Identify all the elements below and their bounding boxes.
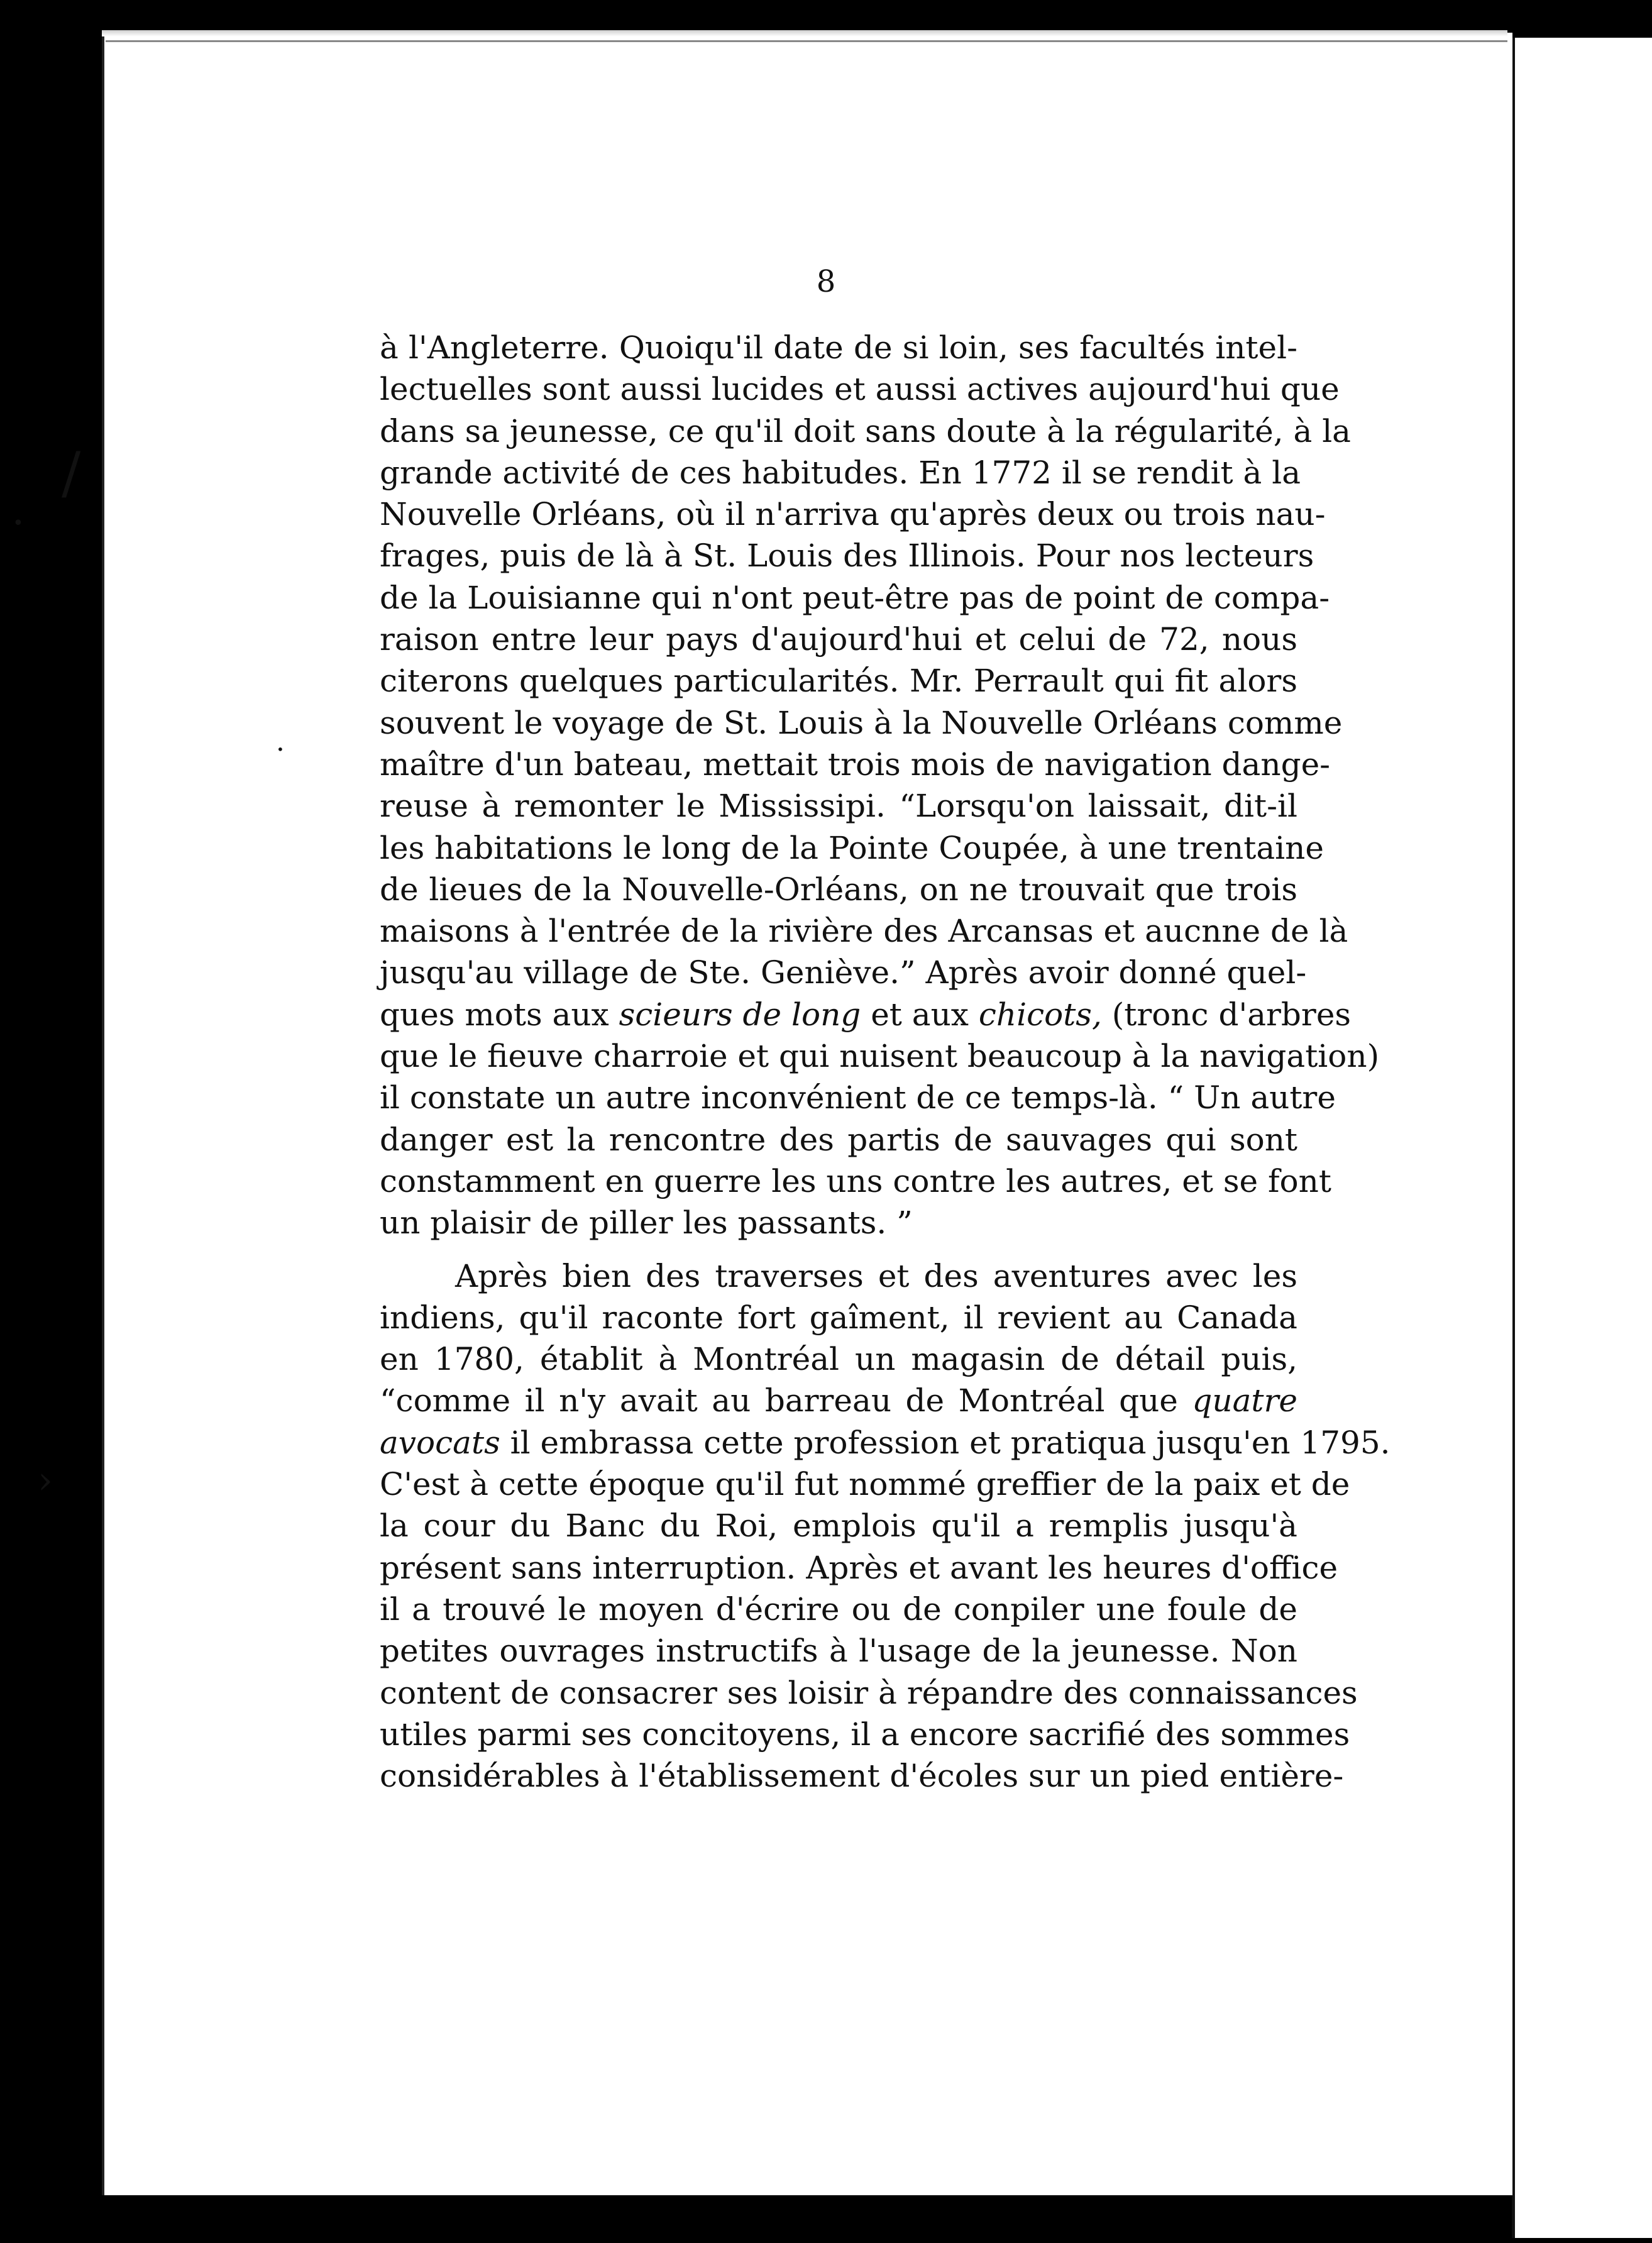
body-text — [380, 327, 1390, 1797]
text-line: les habitations le long de la Pointe Coupée, à une trentaine — [380, 829, 1324, 866]
text-line: maître d'un bateau, mettait trois mois de navigation dange- — [380, 746, 1331, 783]
text-line: jusqu'au village de Ste. Geniève.” Après avoir donné quel- — [380, 954, 1307, 991]
text-line — [380, 1422, 1390, 1463]
page-top-edge — [102, 30, 1507, 36]
text-line: à l'Angleterre. Quoiqu'il date de si loin, ses facultés intel- — [380, 329, 1297, 366]
text-run: et aux — [861, 996, 979, 1033]
text-line: petites ouvrages instructifs à l'usage de la jeunesse. Non — [380, 1633, 1297, 1670]
italic-term: quatre — [1192, 1382, 1297, 1419]
text-line: la cour du Banc du Roi, emplois qu'il a remplis jusqu'à — [380, 1507, 1297, 1545]
text-line: dans sa jeunesse, ce qu'il doit sans doute à la régularité, à la — [380, 412, 1351, 449]
text-run: “comme il n'y avait au barreau de Montréal que — [380, 1382, 1192, 1419]
margin-scan-mark: / — [62, 440, 81, 506]
italic-term: chicots, — [978, 996, 1102, 1033]
text-line: constamment en guerre les uns contre les autres, et se font — [380, 1162, 1331, 1199]
text-line: C'est à cette époque qu'il fut nommé greffier de la paix et de — [380, 1466, 1350, 1503]
text-line — [380, 1380, 1297, 1421]
text-line: de la Louisianne qui n'ont peut-être pas de point de compa- — [380, 579, 1330, 616]
text-line: grande activité de ces habitudes. En 1772 il se rendit à la — [380, 454, 1301, 491]
text-line: un plaisir de piller les passants. ” — [380, 1204, 913, 1242]
text-line: content de consacrer ses loisir à répandre des connaissances — [380, 1674, 1358, 1711]
margin-scan-dot: • — [13, 512, 24, 534]
text-line: lectuelles sont aussi lucides et aussi actives aujourd'hui que — [380, 371, 1340, 408]
text-line: Nouvelle Orléans, où il n'arriva qu'après deux ou trois nau- — [380, 496, 1326, 533]
text-run: (tronc d'arbres — [1101, 996, 1352, 1033]
text-line: que le fieuve charroie et qui nuisent beaucoup à la navigation) — [380, 1038, 1380, 1075]
italic-term: avocats — [380, 1424, 500, 1461]
text-run: il embrassa cette profession et pratiqua jusqu'en 1795. — [500, 1424, 1390, 1461]
text-line: indiens, qu'il raconte fort gaîment, il revient au Canada — [380, 1299, 1297, 1336]
text-line: citerons quelques particularités. Mr. Perrault qui fit alors — [380, 663, 1297, 700]
text-line — [380, 994, 1352, 1035]
margin-scan-dot: • — [277, 742, 284, 757]
page-inner-edge — [106, 40, 1507, 47]
text-line: de lieues de la Nouvelle-Orléans, on ne trouvait que trois — [380, 871, 1297, 908]
text-line: raison entre leur pays d'aujourd'hui et celui de 72, nous — [380, 621, 1297, 658]
text-line: danger est la rencontre des partis de sauvages qui sont — [380, 1121, 1297, 1158]
italic-term: scieurs de long — [619, 996, 861, 1033]
text-line: il a trouvé le moyen d'écrire ou de conpiler une foule de — [380, 1590, 1297, 1628]
text-line: Après bien des traverses et des aventures avec les — [455, 1257, 1297, 1294]
text-line: considérables à l'établissement d'écoles sur un pied entière- — [380, 1758, 1344, 1795]
text-line: reuse à remonter le Mississipi. “Lorsqu'on laissait, dit-il — [380, 788, 1297, 825]
text-line: maisons à l'entrée de la rivière des Arcansas et aucnne de là — [380, 913, 1348, 950]
paragraph-spacer — [380, 1244, 1297, 1255]
text-line: souvent le voyage de St. Louis à la Nouvelle Orléans comme — [380, 704, 1343, 741]
text-line: il constate un autre inconvénient de ce temps-là. “ Un autre — [380, 1079, 1336, 1116]
facing-page-edge — [1512, 38, 1652, 2238]
page-number: 8 — [816, 264, 836, 299]
text-run: ques mots aux — [380, 996, 619, 1033]
text-line: présent sans interruption. Après et avant les heures d'office — [380, 1549, 1338, 1586]
margin-scan-mark: › — [38, 1458, 53, 1502]
text-line: en 1780, établit à Montréal un magasin de détail puis, — [380, 1341, 1297, 1378]
text-line: frages, puis de là à St. Louis des Illinois. Pour nos lecteurs — [380, 537, 1314, 575]
text-line: utiles parmi ses concitoyens, il a encore sacrifié des sommes — [380, 1716, 1350, 1753]
